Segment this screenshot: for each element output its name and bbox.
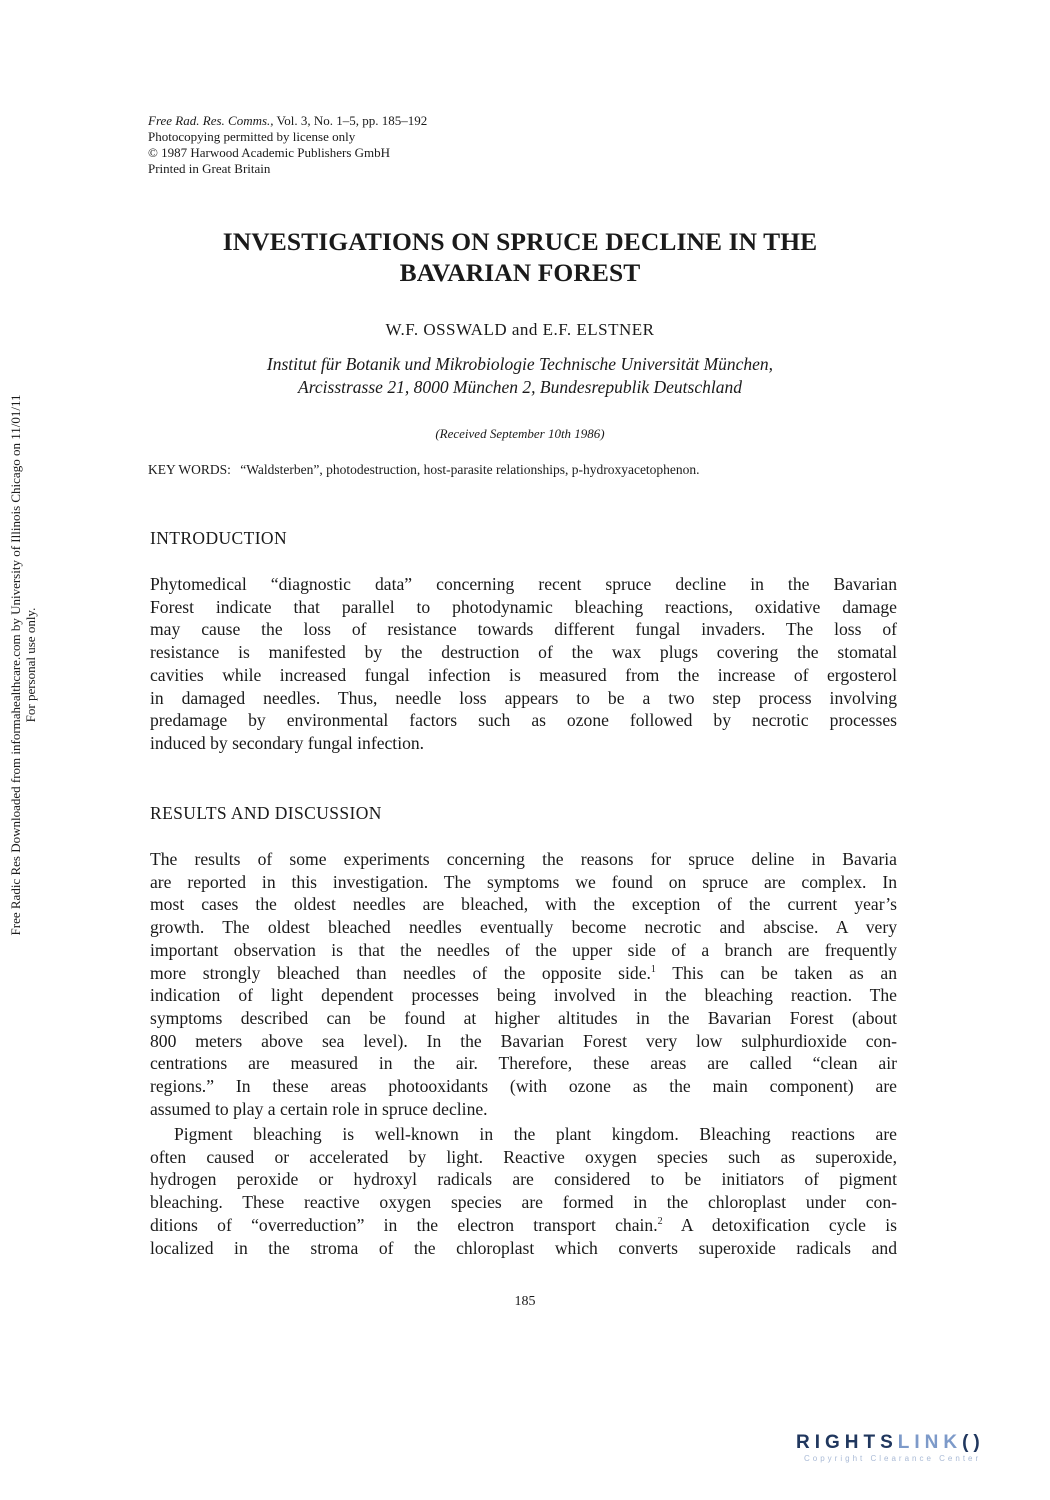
introduction-paragraph: Phytomedical “diagnostic data” concerning recent spruce decline in the Bavarian Forest indicate that parallel to photodynamic bleaching reactions, oxidative damage may cause the loss of resistance towards different fungal invaders. The loss of resistance is manifested by the destruction of the wax plugs covering the stomatal cavities while increased fungal infection is measured from the increase of ergosterol in damaged needles. Thus, needle loss appears to be a two step process involving predamage by environmental factors such as ozone followed by necrotic processes induced by secondary fungal infection. <box>150 574 897 753</box>
journal-citation: Free Rad. Res. Comms., Vol. 3, No. 1–5, pp. 185–192 <box>148 113 428 128</box>
line-with-reference-1: more strongly bleached than needles of the opposite side.$^1$ This can be taken as an <box>150 962 898 983</box>
line-with-reference-2: ditions of “overreduction” in the electron transport chain.$^2$ A detoxification cycle is <box>150 1214 897 1235</box>
watermark-line-2: For personal use only. <box>23 607 38 723</box>
results-heading: RESULTS AND DISCUSSION <box>150 803 382 823</box>
results-paragraph-2: Pigment bleaching is well-known in the plant kingdom. Bleaching reactions are often caused or accelerated by light. Reactive oxygen species such as superoxide, hydrogen peroxide or hydroxyl radicals are considered to be initiators of pigment bleaching. These reactive oxygen species are formed in the chloroplast under con- ditions of “overreduction” in the electron transport chain.$^2$ A detoxification cycle is localized in the stroma of the chloroplast which converts superoxide radicals and <box>150 1124 897 1258</box>
page-number: 185 <box>514 1294 536 1309</box>
keywords <box>148 462 700 478</box>
paper-title: INVESTIGATIONS ON SPRUCE DECLINE IN THE BAVARIAN FOREST <box>222 227 818 287</box>
results-paragraph-1: The results of some experiments concerning the reasons for spruce deline in Bavaria are reported in this investigation. The symptoms we found on spruce are complex. In most cases the oldest needles are bleached, with the exception of the current year’s growth. The oldest bleached needles eventually become necrotic and abscise. A very important observation is that the needles of the upper side of a branch are frequently more strongly bleached than needles of the opposite side.$^1$ This can be taken as an indication of light dependent processes being involved in the bleaching reaction. The symptoms described can be found at higher altitudes in the Bavarian Forest (about 800 meters above sea level). In the Bavarian Forest very low sulphurdioxide con- centrations are measured in the air. Therefore, these areas are called “clean air regions.” In these areas photooxidants (with ozone as the main component) are assumed to play a certain role in spruce decline. <box>150 849 898 1119</box>
side-watermark <box>0 0 40 1500</box>
authors: W.F. OSSWALD and E.F. ELSTNER <box>385 320 655 339</box>
copyright-note: © 1987 Harwood Academic Publishers GmbH <box>148 145 391 160</box>
photocopy-note: Photocopying permitted by license only <box>148 129 356 144</box>
watermark-line-1: Free Radic Res Downloaded from informahealthcare.com by University of Illinois Chicago on 11/01/11 <box>8 394 23 936</box>
keywords-text: “Waldsterben”, photodestruction, host-parasite relationships, p-hydroxyacetophenon. <box>240 462 700 477</box>
reference-2: 2 <box>657 1215 663 1227</box>
reference-1: 1 <box>650 963 656 975</box>
publication-info <box>148 113 427 177</box>
introduction-heading: INTRODUCTION <box>150 528 288 548</box>
received-date: (Received September 10th 1986) <box>435 426 605 441</box>
keywords-label: KEY WORDS: <box>148 462 231 477</box>
rightslink-subtitle: Copyright Clearance Center <box>804 1454 982 1463</box>
rightslink-logo[interactable]: RIGHTSLINK() Copyright Clearance Center <box>796 1432 1036 1472</box>
affiliation: Institut für Botanik und Mikrobiologie Technische Universität München, Arcisstrasse 21, 8000 München 2, Bundesrepublik Deutschland <box>266 354 774 397</box>
printed-note: Printed in Great Britain <box>148 161 271 176</box>
